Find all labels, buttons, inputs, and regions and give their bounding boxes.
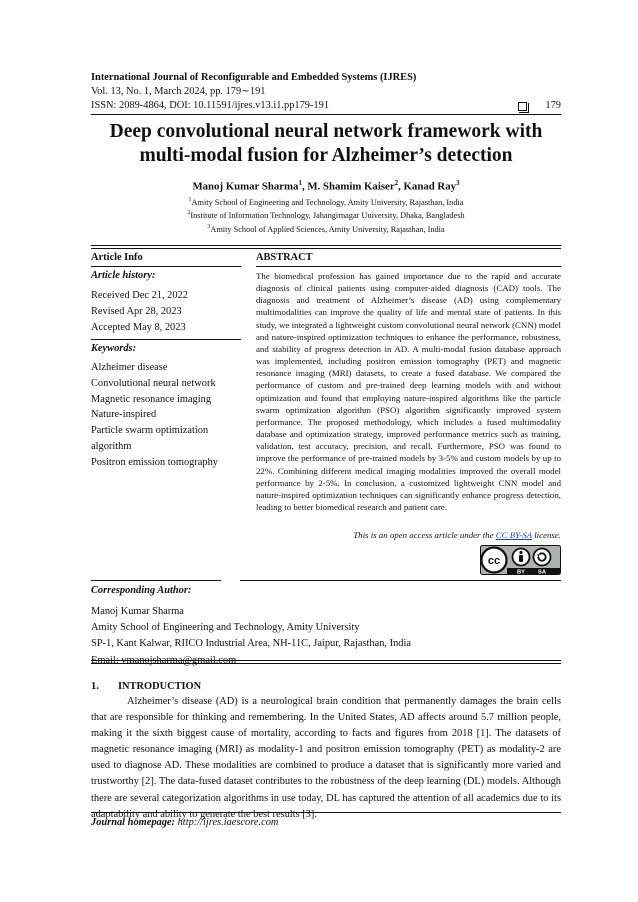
keyword: Convolutional neural network (91, 377, 216, 389)
abstract-body: The biomedical profession has gained importance due to the rapid and accurate diagnosis of clinical patients using computer-aided diagnosis (CAD) tools. The diagnosis and treatment of Alzheimer’s disease (AD) using complementary multimodalities can improve the quality of life and mental state of patients. In this study, we integrated a lightweight custom convolutional neural network (CNN) model and nature-inspired optimization techniques to enhance the performance, robustness, and stability of progress detection in AD. A multi-modal fusion database approach was implemented, including positron emission tomography (PET) and magnetic resonance imaging (MRI) datasets, to create a fused database. We compared the performance of custom and pre-trained deep learning models with and without optimization and found that employing nature-inspired algorithms like the particle swarm optimization algorithm (PSO) algorithm significantly improved system performance. The proposed methodology, which includes a fused multimodality database and optimization strategy, improved performance metrics such as training, validation, test accuracy, precision, and recall. Furthermore, PSO was found to improve the performance of pre-trained models by 3-5% and custom models by up to 22%. Combining different medical imaging modalities improved the overall model performance by 2-5%. In conclusion, a customized lightweight CNN model and nature-inspired optimization techniques can significantly enhance progress detection, leading to better biomedical research and patient care. (256, 271, 561, 512)
author-list: Manoj Kumar Sharma$^1$, M. Shamim Kaiser$^2$, Kanad Ray$^3$ (192, 179, 460, 193)
keyword: Nature-inspired (91, 409, 157, 421)
header-rule (91, 114, 561, 115)
paper-title (91, 120, 561, 168)
keywords-list (91, 360, 241, 471)
author-name: Kanad Ray (403, 180, 457, 193)
journal-homepage (91, 817, 278, 828)
license-suffix: license. (532, 530, 561, 540)
page-box-icon (518, 102, 527, 111)
affil-number: 1 (188, 197, 192, 203)
volume-info: Vol. 13, No. 1, March 2024, pp. 179∼191 (91, 86, 266, 97)
affiliation (91, 222, 561, 235)
header-right (518, 99, 561, 113)
corr-bottom-rule-2 (91, 663, 561, 664)
issn-doi: ISSN: 2089-4864, DOI: 10.11591/ijres.v13.i1.pp179-191 (91, 100, 330, 111)
cc-sa-label: SA (537, 569, 547, 575)
corr-address: SP-1, Kant Kalwar, RIICO Industrial Area, NH-11C, Jaipur, Rajasthan, India (91, 638, 411, 650)
keyword: Alzheimer disease (91, 362, 168, 373)
issn-row (91, 99, 561, 113)
section-number: 1. (91, 681, 99, 692)
title-line-2: multi-modal fusion for Alzheimer’s detection (139, 145, 513, 166)
corr-rule-right (240, 580, 561, 581)
keyword: Positron emission tomography (91, 456, 218, 468)
revised-date: Revised Apr 28, 2023 (91, 305, 182, 317)
author-affil-mark: 1 (298, 179, 302, 187)
author-affil-mark: 3 (456, 179, 460, 187)
keywords-heading: Keywords: (91, 343, 137, 354)
license-note (353, 530, 561, 540)
license-prefix: This is an open access article under the (353, 530, 496, 540)
history-rule (91, 339, 241, 340)
affil-text: Amity School of Applied Sciences, Amity University, Rajasthan, India (210, 224, 445, 234)
article-info-rule (91, 266, 241, 267)
homepage-url[interactable]: http://ijres.iaescore.com (177, 817, 279, 828)
corr-name: Manoj Kumar Sharma (91, 606, 184, 617)
license-link[interactable]: CC BY-SA (495, 530, 533, 540)
intro-paragraph: Alzheimer’s disease (AD) is a neurological brain condition that permanently damages the brain cells that are responsible for thinking and remembering. In the United States, AD affects around 5.7 million people, making it the sixth biggest cause of mortality, according to facts and figures from 2018 [1]. The datasets of magnetic resonance imaging (MRI) as modality-1 and positron emission tomography (PET) as modality-2 are used to diagnose AD. These modalities are combined to produce a dataset that is significantly more varied and trustworthy [2]. The data-fused dataset contributes to the robustness of the deep learning (DL) models. Although there are several categorization algorithms in use today, DL has captured the attention of all academics due to its adaptability and ability to generate the best results [3]. (91, 696, 561, 820)
corr-rule-left (91, 580, 221, 581)
keyword: Magnetic resonance imaging (91, 393, 212, 405)
cc-by-sa-icon[interactable] (480, 545, 561, 575)
homepage-label: Journal homepage: (91, 817, 175, 828)
section-title: INTRODUCTION (118, 681, 202, 692)
affiliations (91, 195, 561, 235)
title-line-1: Deep convolutional neural network framework with (109, 121, 543, 142)
info-top-rule (91, 245, 561, 246)
keyword: Particle swarm optimization (91, 425, 209, 437)
article-history (91, 288, 241, 335)
page-number: 179 (545, 100, 561, 111)
affil-number: 2 (187, 210, 191, 217)
author-affil-mark: 2 (394, 179, 399, 187)
corr-email[interactable]: Email: vmanojsharma@gmail.com (91, 654, 237, 666)
keyword: algorithm (91, 440, 132, 452)
affil-number: 3 (207, 223, 211, 230)
affil-text: Amity School of Engineering and Technology, Amity University, Rajasthan, India (191, 197, 464, 207)
journal-name: International Journal of Reconfigurable and Embedded Systems (IJRES) (91, 72, 417, 83)
history-heading: Article history: (91, 270, 156, 281)
abstract-rule (256, 266, 561, 267)
received-date: Received Dec 21, 2022 (91, 290, 188, 301)
cc-mark: cc (487, 555, 501, 567)
intro-heading (91, 681, 201, 692)
affil-text: Institute of Information Technology, Jahangirnagar University, Dhaka, Bangladesh (190, 211, 465, 221)
corr-institution: Amity School of Engineering and Technology, Amity University (91, 622, 360, 634)
corresponding-heading: Corresponding Author: (91, 585, 192, 596)
author-name: M. Shamim Kaiser (307, 180, 395, 193)
cc-by-label: BY (516, 569, 526, 575)
affiliation (91, 208, 561, 221)
corr-bottom-rule (91, 660, 561, 661)
abstract-heading: ABSTRACT (256, 252, 313, 263)
footer-rule (91, 812, 561, 813)
author-name: Manoj Kumar Sharma (192, 180, 299, 193)
affiliation (91, 195, 561, 208)
accepted-date: Accepted May 8, 2023 (91, 321, 186, 333)
article-info-heading: Article Info (91, 252, 143, 263)
info-top-rule-2 (91, 248, 561, 249)
